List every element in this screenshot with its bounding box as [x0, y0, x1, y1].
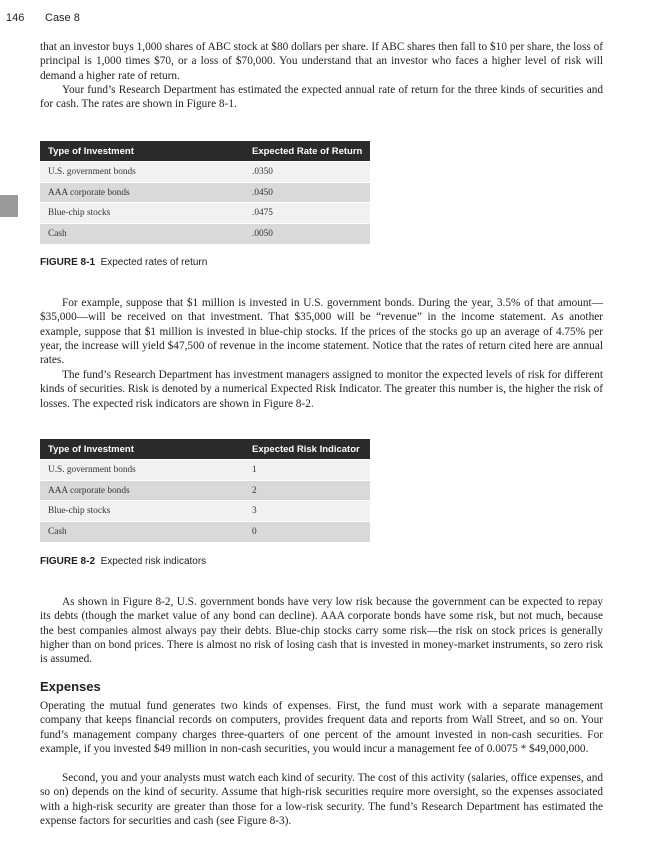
- table-cell: Blue-chip stocks: [40, 501, 246, 522]
- table-cell: 0: [246, 522, 370, 542]
- paragraph-risk-explanation-text: As shown in Figure 8-2, U.S. government bonds have very low risk because the government can be expected to repay its debts (though the market value of any bond can decline). AAA corporate bonds have some risk, but not much, because the best companies almost always pay their debts. Blue-chip stocks carry some risk—the risk on stock prices is generally higher than on bond prices. There is almost no risk of losing cash that is invested in money-market instruments, so zero risk is assumed.: [40, 596, 603, 666]
- table-cell: 2: [246, 480, 370, 501]
- figure-8-1-caption: [40, 257, 207, 268]
- table-cell: 3: [246, 501, 370, 522]
- table-cell: U.S. government bonds: [40, 162, 246, 183]
- paragraph-risk-intro-text: The fund’s Research Department has investment managers assigned to monitor the expected levels of risk for different kinds of securities. Risk is denoted by a numerical Expected Risk Indicator. The greater this number is, the higher the risk of losses. The expected risk indicators are shown in Figure 8-2.: [40, 369, 603, 410]
- column-header-risk: Expected Risk Indicator: [246, 439, 370, 460]
- paragraph-rates-intro-text: Your fund’s Research Department has estimated the expected annual rate of return for the three kinds of securities and for cash. The rates are shown in Figure 8-1.: [40, 84, 603, 111]
- running-title: Case 8: [45, 12, 80, 24]
- table-row: [40, 480, 370, 501]
- side-tab-marker: [0, 195, 18, 217]
- paragraph-expenses-2: [40, 771, 603, 828]
- column-header-type: Type of Investment: [40, 141, 246, 162]
- table-header-row: [40, 141, 370, 162]
- table-cell: .0475: [246, 203, 370, 224]
- table-row: [40, 182, 370, 203]
- caption-label: FIGURE 8-1: [40, 257, 96, 268]
- table-cell: .0350: [246, 162, 370, 183]
- paragraph-example: [40, 296, 603, 367]
- table-header-row: [40, 439, 370, 460]
- table-row: [40, 522, 370, 542]
- column-header-return: Expected Rate of Return: [246, 141, 370, 162]
- figure-8-1-table: [40, 141, 370, 244]
- column-header-type: Type of Investment: [40, 439, 246, 460]
- caption-text: Expected rates of return: [100, 257, 208, 268]
- paragraph-risk-explanation: [40, 595, 603, 666]
- paragraph-rates-intro: [40, 83, 603, 112]
- table-row: [40, 460, 370, 481]
- section-heading-expenses: Expenses: [40, 679, 101, 694]
- paragraph-risk-intro: [40, 368, 603, 411]
- table-cell: .0450: [246, 182, 370, 203]
- table-cell: .0050: [246, 224, 370, 244]
- paragraph-expenses-1: Operating the mutual fund generates two kinds of expenses. First, the fund must work with a separate management company that keeps financial records on computers, provides frequent data and reports from Wall Street, and so on. Your fund’s management company charges three-quarters of one percent of the amount invested in non-cash securities. For example, if you invested $49 million in non-cash securities, you would incur a management fee of 0.0075 * $49,000,000.: [40, 700, 603, 755]
- paragraph-intro: that an investor buys 1,000 shares of ABC stock at $80 dollars per share. If ABC shares then fall to $10 per share, the loss of principal is 1,000 times $70, or a loss of $70,000. You understand that an investor who faces a higher level of risk will demand a higher rate of return.: [40, 41, 603, 82]
- table-cell: AAA corporate bonds: [40, 182, 246, 203]
- caption-label: FIGURE 8-2: [40, 556, 96, 567]
- caption-text: Expected risk indicators: [100, 556, 207, 567]
- table-row: [40, 501, 370, 522]
- table-cell: Blue-chip stocks: [40, 203, 246, 224]
- figure-8-2-caption: [40, 556, 206, 567]
- table-row: [40, 224, 370, 244]
- table-cell: Cash: [40, 522, 246, 542]
- table-row: [40, 162, 370, 183]
- table-cell: Cash: [40, 224, 246, 244]
- table-cell: 1: [246, 460, 370, 481]
- paragraph-example-text: For example, suppose that $1 million is invested in U.S. government bonds. During the year, 3.5% of that amount—$35,000—will be received on that investment. That $35,000 will be “revenue” in the income statement. As another example, suppose that $1 million is invested in blue-chip stocks. If the prices of the stocks go up an average of 4.75% per year, the increase will yield $47,500 of revenue in the income statement. Notice that the rates of return cited here are annual rates.: [40, 297, 603, 367]
- paragraph-expenses-2-text: Second, you and your analysts must watch each kind of security. The cost of this activity (salaries, office expenses, and so on) depends on the kind of security. Assume that high-risk securities require more oversight, so the expenses associated with a high-risk security are greater than those for a low-risk security. The fund’s Research Department has estimated the expense factors for securities and cash (see Figure 8-3).: [40, 772, 603, 827]
- table-cell: AAA corporate bonds: [40, 480, 246, 501]
- figure-8-2-table: [40, 439, 370, 542]
- page-number: 146: [6, 12, 25, 24]
- table-cell: U.S. government bonds: [40, 460, 246, 481]
- table-row: [40, 203, 370, 224]
